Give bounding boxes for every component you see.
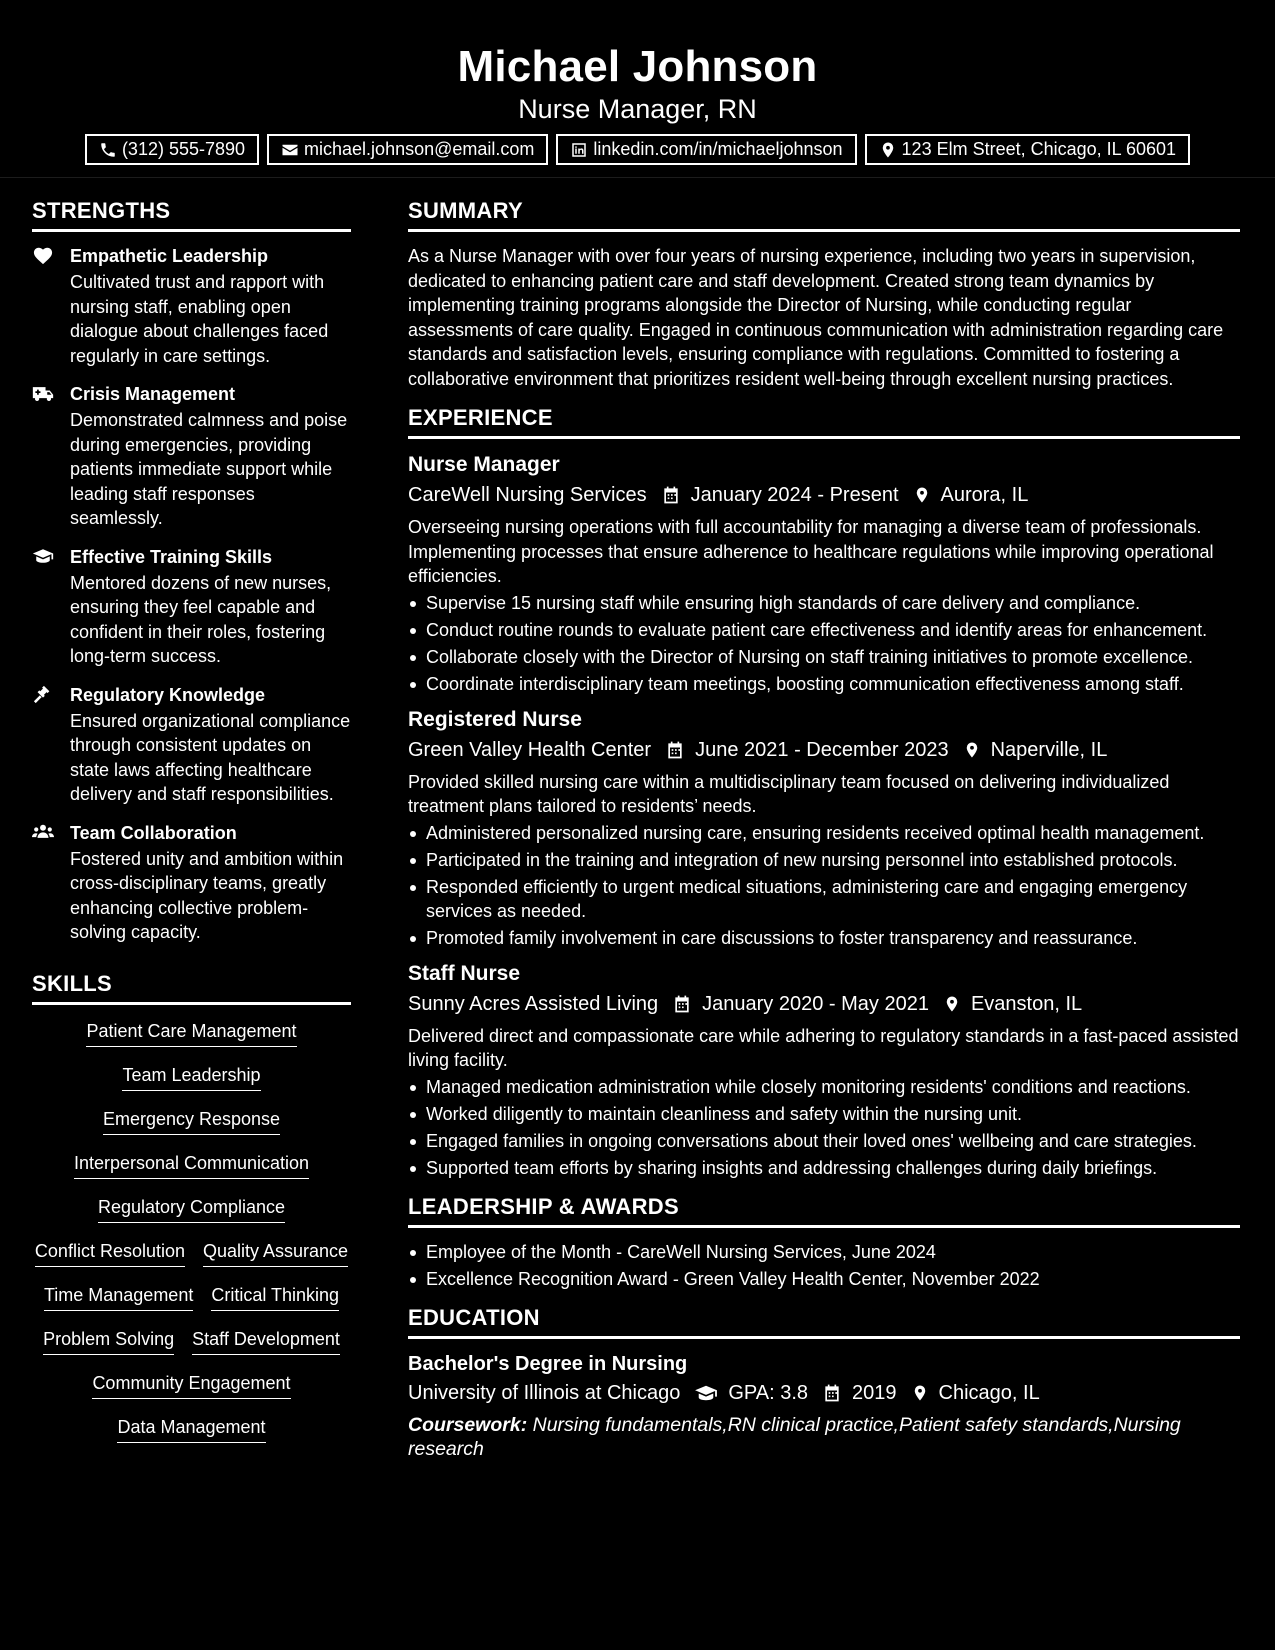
job-dates: June 2021 - December 2023 — [695, 738, 949, 761]
skills-list — [32, 1017, 351, 1443]
list-item: Supervise 15 nursing staff while ensuring high standards of care delivery and compliance. — [408, 591, 1240, 615]
calendar-icon — [822, 1383, 842, 1403]
strength-title: Regulatory Knowledge — [70, 684, 266, 705]
skill-tag: Staff Development — [192, 1327, 340, 1355]
skill-tag: Regulatory Compliance — [98, 1195, 285, 1223]
job-bullets — [408, 821, 1240, 950]
job-title: Registered Nurse — [408, 707, 582, 731]
summary-text: As a Nurse Manager with over four years of nursing experience, including two years in supervision, dedicated to enhancing patient care and staff development. Created strong team dynamics by implementing training programs alongside the Director of Nursing, while conducting regular assessments of care quality. Engaged in continuous communication with administration regarding care standards and satisfaction levels, ensuring compliance with regulations. Committed to fostering a collaborative environment that prioritizes resident well-being through excellent nursing practices. — [408, 246, 1224, 389]
contact-bar — [0, 134, 1275, 165]
list-item: Excellence Recognition Award - Green Valley Health Center, November 2022 — [408, 1267, 1240, 1291]
strength-title: Team Collaboration — [70, 822, 237, 843]
list-item: Supported team efforts by sharing insights and addressing challenges during daily briefings. — [408, 1156, 1240, 1180]
skill-tag: Quality Assurance — [203, 1239, 348, 1267]
skill-tag: Patient Care Management — [86, 1019, 296, 1047]
experience-heading: EXPERIENCE — [408, 405, 1240, 439]
education-location: Chicago, IL — [938, 1381, 1040, 1404]
strength-item — [32, 683, 351, 807]
job-meta — [408, 481, 1240, 509]
education-school: University of Illinois at Chicago — [408, 1381, 681, 1404]
job-title: Staff Nurse — [408, 961, 521, 985]
strength-desc: Ensured organizational compliance through consistent updates on state laws affecting healthcare delivery and staff responsibilities. — [70, 710, 351, 804]
strength-title: Empathetic Leadership — [70, 246, 269, 266]
strength-item — [32, 244, 351, 368]
job-entry — [408, 960, 1240, 1180]
strength-title: Effective Training Skills — [70, 546, 273, 567]
list-item: Administered personalized nursing care, ensuring residents received optimal health management. — [408, 821, 1240, 845]
education-meta — [408, 1379, 1240, 1407]
map-pin-icon — [963, 740, 981, 760]
job-description: Overseeing nursing operations with full accountability for managing a diverse team of professionals. Implementing processes that ensure adherence to healthcare regulations while improving operational efficiencies. — [408, 517, 1214, 586]
list-item: Responded efficiently to urgent medical situations, administering care and engaging emergency services as needed. — [408, 875, 1240, 923]
education-coursework — [408, 1413, 1240, 1462]
strength-desc: Mentored dozens of new nurses, ensuring they feel capable and confident in their roles, fostering long-term success. — [70, 572, 332, 666]
job-bullets — [408, 1075, 1240, 1180]
job-location: Evanston, IL — [970, 992, 1083, 1015]
map-pin-icon — [879, 141, 897, 159]
skills-heading: SKILLS — [32, 971, 351, 1005]
skill-tag: Conflict Resolution — [35, 1239, 185, 1267]
job-company: Green Valley Health Center — [408, 738, 652, 761]
calendar-icon — [672, 994, 692, 1014]
users-icon — [32, 822, 54, 842]
education-year: 2019 — [852, 1381, 897, 1404]
strength-item — [32, 821, 351, 945]
graduation-cap-icon — [694, 1383, 718, 1403]
awards-heading: LEADERSHIP & AWARDS — [408, 1194, 1240, 1228]
job-dates: January 2024 - Present — [690, 484, 899, 506]
skill-tag: Interpersonal Communication — [74, 1151, 309, 1179]
email-text: michael.johnson@email.com — [304, 139, 535, 159]
awards-list — [408, 1240, 1240, 1291]
education-heading: EDUCATION — [408, 1305, 1240, 1339]
list-item: Collaborate closely with the Director of Nursing on staff training initiatives to promote excellence. — [408, 645, 1240, 669]
list-item: Worked diligently to maintain cleanliness and safety within the nursing unit. — [408, 1102, 1240, 1126]
contact-phone[interactable] — [85, 134, 259, 165]
list-item: Conduct routine rounds to evaluate patient care effectiveness and identify areas for enhancement. — [408, 618, 1240, 642]
list-item: Coordinate interdisciplinary team meetings, boosting communication effectiveness among staff. — [408, 672, 1240, 696]
skill-tag: Emergency Response — [103, 1107, 280, 1135]
job-location: Aurora, IL — [940, 484, 1029, 506]
job-entry — [408, 451, 1240, 696]
strength-desc: Demonstrated calmness and poise during emergencies, providing patients immediate support while leading staff responses seamlessly. — [70, 410, 348, 528]
resume-header — [0, 0, 1275, 178]
job-company: CareWell Nursing Services — [408, 484, 647, 506]
contact-address[interactable] — [865, 134, 1191, 165]
skill-tag: Critical Thinking — [211, 1283, 339, 1311]
job-title: Nurse Manager — [408, 453, 560, 476]
summary-heading: SUMMARY — [408, 198, 1240, 232]
strength-title: Crisis Management — [70, 384, 236, 404]
education-gpa: GPA: 3.8 — [728, 1381, 809, 1404]
phone-icon — [99, 141, 117, 159]
job-company: Sunny Acres Assisted Living — [408, 992, 659, 1015]
job-dates: January 2020 - May 2021 — [702, 992, 929, 1015]
heart-icon — [32, 245, 54, 265]
strength-item — [32, 545, 351, 669]
calendar-icon — [661, 485, 681, 505]
right-column — [408, 198, 1240, 1462]
list-item: Promoted family involvement in care discussions to foster transparency and reassurance. — [408, 926, 1240, 950]
list-item: Managed medication administration while closely monitoring residents' conditions and reactions. — [408, 1075, 1240, 1099]
list-item: Engaged families in ongoing conversations about their loved ones' wellbeing and care strategies. — [408, 1129, 1240, 1153]
job-bullets — [408, 591, 1240, 696]
skill-tag: Problem Solving — [43, 1327, 174, 1355]
contact-linkedin[interactable] — [556, 134, 856, 165]
envelope-icon — [281, 141, 299, 159]
coursework-text: Nursing fundamentals,RN clinical practice,Patient safety standards,Nursing research — [408, 1413, 1181, 1460]
job-description: Provided skilled nursing care within a multidisciplinary team focused on delivering individualized treatment plans tailored to residents’ needs. — [408, 771, 1170, 816]
skill-tag: Team Leadership — [122, 1063, 260, 1091]
left-column — [32, 198, 351, 1443]
strength-item — [32, 382, 351, 531]
linkedin-text: linkedin.com/in/michaeljohnson — [593, 139, 843, 159]
job-location: Naperville, IL — [990, 738, 1108, 761]
map-pin-icon — [943, 994, 961, 1014]
skill-tag: Data Management — [117, 1415, 265, 1443]
job-description: Delivered direct and compassionate care while adhering to regulatory standards in a fast-paced assisted living facility. — [408, 1025, 1239, 1070]
graduation-cap-icon — [32, 546, 54, 566]
strength-desc: Fostered unity and ambition within cross-disciplinary teams, greatly enhancing collective problem-solving capacity. — [70, 848, 344, 942]
job-entry — [408, 706, 1240, 950]
phone-text: (312) 555-7890 — [121, 139, 246, 159]
gavel-icon — [32, 684, 54, 704]
job-meta — [408, 990, 1240, 1018]
list-item: Employee of the Month - CareWell Nursing Services, June 2024 — [408, 1240, 1240, 1264]
coursework-label: Coursework: — [408, 1413, 528, 1436]
strength-desc: Cultivated trust and rapport with nursing staff, enabling open dialogue about challenges faced regularly in care settings. — [70, 272, 329, 366]
map-pin-icon — [913, 485, 931, 505]
skill-tag: Time Management — [44, 1283, 193, 1311]
linkedin-icon — [570, 141, 588, 159]
list-item: Participated in the training and integration of new nursing personnel into established protocols. — [408, 848, 1240, 872]
contact-email[interactable] — [267, 134, 548, 165]
education-degree: Bachelor's Degree in Nursing — [408, 1352, 688, 1375]
address-text: 123 Elm Street, Chicago, IL 60601 — [901, 139, 1177, 159]
candidate-name: Michael Johnson — [457, 42, 818, 91]
ambulance-icon — [32, 383, 54, 403]
skill-tag: Community Engagement — [92, 1371, 290, 1399]
calendar-icon — [665, 740, 685, 760]
job-meta — [408, 736, 1240, 764]
candidate-title: Nurse Manager, RN — [518, 94, 757, 124]
strengths-heading: STRENGTHS — [32, 198, 351, 232]
map-pin-icon — [911, 1383, 929, 1403]
